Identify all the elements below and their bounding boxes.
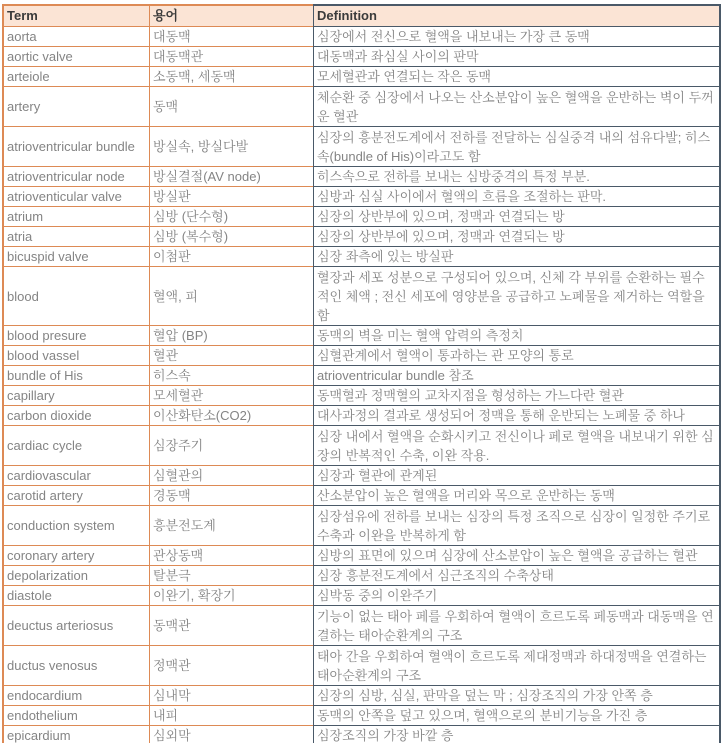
definition-cell: 심장과 혈관에 관계된	[313, 466, 721, 486]
table-row	[2, 406, 721, 426]
korean-cell: 심장주기	[150, 426, 313, 466]
table-body	[2, 27, 721, 743]
korean-cell: 혈압 (BP)	[150, 326, 313, 346]
table-row	[2, 506, 721, 546]
term-cell: atrium	[2, 207, 150, 227]
korean-cell: 혈액, 피	[150, 267, 313, 326]
table-row	[2, 586, 721, 606]
term-cell: blood presure	[2, 326, 150, 346]
definition-cell: 심방과 심실 사이에서 혈액의 흐름을 조절하는 판막.	[313, 187, 721, 207]
term-cell: cardiovascular	[2, 466, 150, 486]
definition-cell: 심장 내에서 혈액을 순화시키고 전신이나 페로 혈액을 내보내기 위한 심장의 반복적인 수축, 이완 작용.	[313, 426, 721, 466]
korean-cell: 히스속	[150, 366, 313, 386]
term-cell: endothelium	[2, 706, 150, 726]
korean-cell: 동맥	[150, 87, 313, 127]
korean-cell: 정맥관	[150, 646, 313, 686]
definition-cell: 심혈관계에서 혈액이 통과하는 관 모양의 통로	[313, 346, 721, 366]
term-cell: diastole	[2, 586, 150, 606]
term-cell: atrioventricular bundle	[2, 127, 150, 167]
table-row	[2, 47, 721, 67]
korean-cell: 심방 (복수형)	[150, 227, 313, 247]
table-row	[2, 386, 721, 406]
korean-cell: 심내막	[150, 686, 313, 706]
table-row	[2, 606, 721, 646]
table-row	[2, 247, 721, 267]
definition-cell: atrioventricular bundle 참조	[313, 366, 721, 386]
korean-cell: 이산화탄소(CO2)	[150, 406, 313, 426]
korean-cell: 동맥관	[150, 606, 313, 646]
definition-cell: 대사과정의 결과로 생성되어 정맥을 통해 운반되는 노폐물 중 하나	[313, 406, 721, 426]
korean-cell: 심방 (단수형)	[150, 207, 313, 227]
definition-cell: 심장의 흥분전도계에서 전하를 전달하는 심실중격 내의 섬유다발; 히스속(bundle of His)이라고도 함	[313, 127, 721, 167]
term-cell: carotid artery	[2, 486, 150, 506]
definition-cell: 심장의 상반부에 있으며, 정맥과 연결되는 방	[313, 207, 721, 227]
table-row	[2, 346, 721, 366]
definition-cell: 심장 좌측에 있는 방실판	[313, 247, 721, 267]
term-cell: blood vassel	[2, 346, 150, 366]
definition-cell: 히스속으로 전하를 보내는 심방중격의 특정 부분.	[313, 167, 721, 187]
term-cell: epicardium	[2, 726, 150, 743]
term-cell: ductus venosus	[2, 646, 150, 686]
term-cell: endocardium	[2, 686, 150, 706]
table-row	[2, 566, 721, 586]
table-row	[2, 646, 721, 686]
term-cell: atrioventricular node	[2, 167, 150, 187]
table-row	[2, 207, 721, 227]
term-cell: atria	[2, 227, 150, 247]
glossary-table	[2, 4, 721, 743]
glossary-table-container	[2, 4, 721, 743]
column-header-korean: 용어	[150, 4, 313, 27]
term-cell: artery	[2, 87, 150, 127]
korean-cell: 모세혈관	[150, 386, 313, 406]
definition-cell: 산소분압이 높은 혈액을 머리와 목으로 운반하는 동맥	[313, 486, 721, 506]
korean-cell: 탈분극	[150, 566, 313, 586]
term-cell: depolarization	[2, 566, 150, 586]
column-header-definition: Definition	[313, 4, 721, 27]
korean-cell: 심혈관의	[150, 466, 313, 486]
korean-cell: 심외막	[150, 726, 313, 743]
table-row	[2, 87, 721, 127]
table-header-row	[2, 4, 721, 27]
term-cell: deuctus arteriosus	[2, 606, 150, 646]
definition-cell: 심방의 표면에 있으며 심장에 산소분압이 높은 혈액을 공급하는 혈관	[313, 546, 721, 566]
korean-cell: 흥분전도계	[150, 506, 313, 546]
korean-cell: 방실결절(AV node)	[150, 167, 313, 187]
column-header-term: Term	[2, 4, 150, 27]
term-cell: coronary artery	[2, 546, 150, 566]
korean-cell: 이첨판	[150, 247, 313, 267]
table-row	[2, 426, 721, 466]
definition-cell: 대동맥과 좌심실 사이의 판막	[313, 47, 721, 67]
term-cell: arteiole	[2, 67, 150, 87]
table-row	[2, 686, 721, 706]
table-row	[2, 366, 721, 386]
table-row	[2, 546, 721, 566]
term-cell: bicuspid valve	[2, 247, 150, 267]
definition-cell: 모세혈관과 연결되는 작은 동맥	[313, 67, 721, 87]
korean-cell: 방실속, 방실다발	[150, 127, 313, 167]
table-row	[2, 127, 721, 167]
definition-cell: 체순환 중 심장에서 나오는 산소분압이 높은 혈액을 운반하는 벽이 두꺼운 혈관	[313, 87, 721, 127]
definition-cell: 태아 간을 우회하여 혈액이 흐르도록 제대정맥과 하대정맥을 연결하는 태아순환계의 구조	[313, 646, 721, 686]
definition-cell: 동맥혈과 정맥혈의 교차지점을 형성하는 가느다란 혈관	[313, 386, 721, 406]
definition-cell: 심장의 심방, 심실, 판막을 덮는 막 ; 심장조직의 가장 안쪽 층	[313, 686, 721, 706]
definition-cell: 동맥의 안쪽을 덮고 있으며, 혈액으로의 분비기능을 가진 층	[313, 706, 721, 726]
term-cell: cardiac cycle	[2, 426, 150, 466]
table-row	[2, 706, 721, 726]
term-cell: aorta	[2, 27, 150, 47]
definition-cell: 심장섬유에 전하를 보내는 심장의 특정 조직으로 심장이 일정한 주기로 수축과 이완을 반복하게 함	[313, 506, 721, 546]
term-cell: capillary	[2, 386, 150, 406]
term-cell: conduction system	[2, 506, 150, 546]
definition-cell: 심박동 중의 이완주기	[313, 586, 721, 606]
definition-cell: 심장조직의 가장 바깥 층	[313, 726, 721, 743]
definition-cell: 기능이 없는 태아 페를 우회하여 혈액이 흐르도록 페동맥과 대동맥을 연결하는 태아순환계의 구조	[313, 606, 721, 646]
term-cell: blood	[2, 267, 150, 326]
term-cell: aortic valve	[2, 47, 150, 67]
definition-cell: 혈장과 세포 성분으로 구성되어 있으며, 신체 각 부위를 순환하는 필수적인 체액 ; 전신 세포에 영양분을 공급하고 노폐물을 제거하는 역할을 함	[313, 267, 721, 326]
table-row	[2, 726, 721, 743]
definition-cell: 심장의 상반부에 있으며, 정맥과 연결되는 방	[313, 227, 721, 247]
korean-cell: 관상동맥	[150, 546, 313, 566]
table-row	[2, 187, 721, 207]
table-row	[2, 466, 721, 486]
term-cell: atrioventicular valve	[2, 187, 150, 207]
table-row	[2, 27, 721, 47]
korean-cell: 혈관	[150, 346, 313, 366]
definition-cell: 동맥의 벽을 미는 혈액 압력의 측정치	[313, 326, 721, 346]
korean-cell: 대동맥	[150, 27, 313, 47]
korean-cell: 방실판	[150, 187, 313, 207]
korean-cell: 내피	[150, 706, 313, 726]
korean-cell: 소동맥, 세동맥	[150, 67, 313, 87]
table-row	[2, 227, 721, 247]
definition-cell: 심장에서 전신으로 혈액을 내보내는 가장 큰 동맥	[313, 27, 721, 47]
table-row	[2, 326, 721, 346]
korean-cell: 이완기, 확장기	[150, 586, 313, 606]
table-row	[2, 67, 721, 87]
table-row	[2, 267, 721, 326]
korean-cell: 경동맥	[150, 486, 313, 506]
korean-cell: 대동맥관	[150, 47, 313, 67]
table-row	[2, 167, 721, 187]
table-row	[2, 486, 721, 506]
definition-cell: 심장 흥분전도계에서 심근조직의 수축상태	[313, 566, 721, 586]
term-cell: bundle of His	[2, 366, 150, 386]
term-cell: carbon dioxide	[2, 406, 150, 426]
